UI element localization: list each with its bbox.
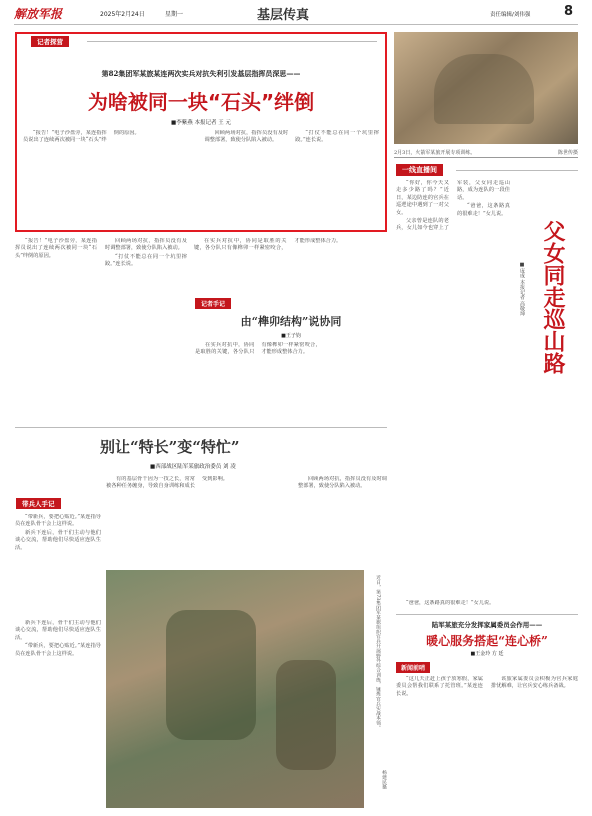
photo-right-rule [394, 157, 578, 158]
service-tag: 新闻前哨 [396, 662, 430, 673]
commentary-tag: 记者手记 [195, 298, 231, 309]
soldier-continued-paragraph: 新兵下连后，骨干们主动与他们谈心交流，帮助他们尽快适应连队生活。 [15, 620, 101, 641]
editor-credit: 责任编辑/刘伟强 [490, 12, 531, 18]
commentary-body [195, 342, 387, 402]
service-headline: 暖心服务搭起“连心桥” [426, 634, 548, 648]
commentary-lead [194, 238, 387, 298]
photo-right-caption [394, 149, 578, 156]
photo-bottom-caption [366, 575, 380, 805]
feature-paragraph: 回顾两场对抗，指挥员没有及时调整部署，致使分队陷入被动。 [204, 130, 289, 144]
special-byline: ■西部战区陆军某旅政治委员 刘 凌 [150, 464, 236, 470]
photo-soldier-shape [276, 660, 336, 770]
special-paragraph: 回顾两场对抗，指挥员没有及时调整部署，致使分队陷入被动。 [298, 476, 387, 490]
soldier-paragraph: “带新兵，要把心贴近。”某连指导员在连队骨干会上这样说。 [15, 514, 101, 528]
soldier-body [15, 514, 101, 614]
masthead-rule [14, 24, 578, 25]
service-paragraph: “这几天正赶上孩子放寒假，家属委员会帮我们联系了托管班。”某连连长说。 [396, 676, 483, 697]
feature-paragraph: “报告！”电子沙盘旁，某连指挥员说出了连续两次被同一块“石头”绊倒的原因。 [23, 130, 140, 144]
photo-right-caption-text: 2月3日，火箭军某旅开展专项训练。 [394, 150, 476, 156]
photo-figure-shape [434, 54, 534, 124]
photo-bottom-caption-text: 近日，第73集团军某旅组织官兵开展野外综合训练，锤炼官兵实战本领。 [375, 575, 380, 730]
frontline-tag: 一线直播间 [396, 164, 443, 176]
frontline-paragraph: “爸爸，这条路真的很难走！”女儿说。 [457, 203, 510, 217]
special-body [106, 476, 387, 564]
frontline-paragraph: 父亲曾是连队的老兵，女儿如今也穿上了军装，父女同走巡山路，成为连队的一段佳话。 [396, 180, 510, 232]
soldier-paragraph: 新兵下连后，骨干们主动与他们谈心交流，帮助他们尽快适应连队生活。 [15, 529, 101, 551]
frontline-paragraph: “你好，你今天又走多少路了吗？”近日，某边防连的官兵在巡逻途中遇到了一对父女。 [396, 180, 449, 216]
photo-rocket-training [394, 32, 578, 144]
commentary-paragraph: 在实兵对抗中，协同是取胜的关键，各分队只有像榫卯一样紧密咬合，才能形成整体合力。 [195, 342, 321, 356]
feature-continued [15, 238, 187, 396]
photo-soldier-shape [166, 610, 256, 740]
feature-tag-rule [87, 41, 377, 42]
commentary-byline: ■王子钧 [281, 333, 301, 339]
frontline-headline: 父女同走巡山路 [540, 220, 566, 374]
commentary-headline: 由“榫卯结构”说协同 [240, 315, 342, 328]
feature-headline: 为啥被同一块“石头”绊倒 [87, 90, 315, 114]
issue-date: 2025年2月24日 [100, 11, 145, 18]
photo-bottom-credit: 杨建民摄 [381, 770, 386, 790]
feature-byline: ■李紫燕 本报记者 王 元 [171, 120, 231, 126]
frontline-end [396, 600, 578, 610]
section-title: 基层传真 [257, 8, 310, 23]
service-body [396, 676, 578, 806]
frontline-end-paragraph: “爸爸，这条路真的很难走！”女儿说。 [406, 600, 495, 606]
special-rule [15, 427, 387, 428]
service-byline: ■王金玲 方 廷 [470, 651, 504, 657]
feature-continued-paragraph: “打仗不能总在同一个坑里摔跤。”连长说。 [105, 253, 187, 268]
special-headline: 别让“特长”变“特忙” [100, 438, 240, 456]
special-paragraph: 有的基层骨干因为一技之长，常常被各种任务缠身，导致自身训练和成长受到影响。 [106, 476, 228, 490]
page-number: 8 [564, 4, 574, 19]
feature-paragraph: “打仗不能总在同一个坑里摔跤。”连长说。 [295, 130, 379, 144]
feature-article [15, 32, 387, 232]
feature-continued-paragraph: 回顾两场对抗，指挥员没有及时调整部署，致使分队陷入被动。 [105, 238, 187, 252]
photo-field-training [106, 570, 364, 808]
service-rule [396, 614, 578, 615]
photo-right-credit: 陈世传摄 [557, 150, 578, 156]
issue-weekday: 星期一 [165, 11, 184, 18]
frontline-body [396, 180, 510, 600]
feature-tag: 记者探营 [31, 36, 69, 47]
frontline-byline: ■庞成 本报记者 高敬坤 [519, 262, 525, 317]
service-paragraph: 该旅家属委员会积极为官兵家庭排忧解难，让官兵安心练兵备战。 [491, 676, 578, 690]
feature-kicker: 第82集团军某旅某连两次实兵对抗失利引发基层指挥员深思—— [101, 69, 301, 78]
frontline-tag-rule [456, 170, 578, 171]
soldier-tag: 带兵人手记 [16, 498, 61, 509]
service-kicker: 陆军某旅充分发挥家属委员会作用—— [431, 621, 543, 629]
soldier-continued-paragraph: “带新兵，要把心贴近。”某连指导员在连队骨干会上这样说。 [15, 643, 101, 657]
soldier-continued [15, 620, 101, 810]
paper-logo: 解放军报 [14, 7, 63, 21]
commentary-lead-paragraph: 在实兵对抗中，协同是取胜的关键，各分队只有像榫卯一样紧密咬合，才能形成整体合力。 [194, 238, 342, 252]
feature-continued-paragraph: “报告！”电子沙盘旁，某连指挥员说出了连续两次被同一块“石头”绊倒的原因。 [15, 238, 97, 259]
masthead [14, 4, 578, 24]
feature-body [23, 130, 379, 228]
